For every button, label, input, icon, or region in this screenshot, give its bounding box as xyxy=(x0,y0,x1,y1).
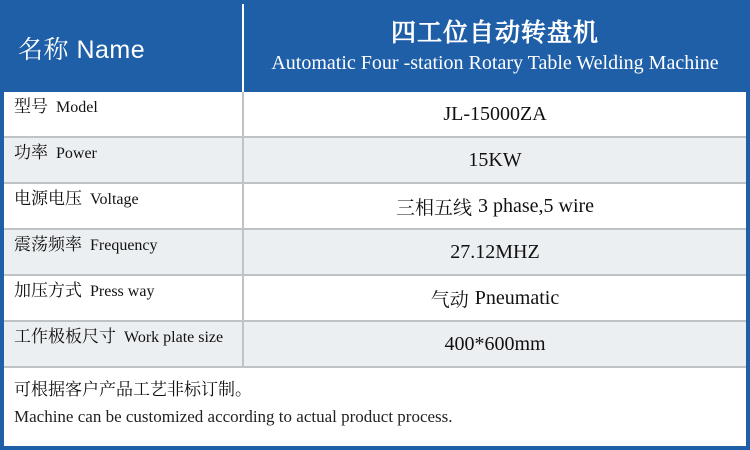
row-value-en: JL-15000ZA xyxy=(443,102,547,125)
row-label-cell xyxy=(4,138,244,182)
table-row xyxy=(4,230,746,276)
table-row xyxy=(4,184,746,230)
table-row xyxy=(4,276,746,322)
row-label-en: Press way xyxy=(90,283,155,300)
row-label-en: Power xyxy=(56,145,97,162)
product-title-cn: 四工位自动转盘机 xyxy=(390,19,599,48)
row-value-cn: 三相五线 xyxy=(395,197,472,219)
footer-note xyxy=(4,368,746,446)
row-label-cn: 加压方式 xyxy=(14,281,82,300)
product-title-en: Automatic Four -station Rotary Table Welding Machine xyxy=(271,51,719,74)
row-label-en: Model xyxy=(56,99,98,116)
table-row xyxy=(4,138,746,184)
table-row xyxy=(4,92,746,138)
row-value-en: 27.12MHZ xyxy=(450,240,540,263)
row-label-cell xyxy=(4,322,244,366)
table-row xyxy=(4,322,746,368)
row-label-cn: 电源电压 xyxy=(14,189,82,208)
row-label-en: Frequency xyxy=(90,237,158,254)
row-label-cn: 型号 xyxy=(14,97,48,116)
table-header xyxy=(4,4,746,92)
row-value-en: 400*600mm xyxy=(444,332,546,355)
row-label-cell xyxy=(4,230,244,274)
header-name-cell xyxy=(4,4,244,92)
spec-table xyxy=(4,4,746,446)
row-value-cn: 气动 xyxy=(430,289,469,311)
row-value-cell xyxy=(244,138,746,182)
row-label-cell xyxy=(4,184,244,228)
footer-note-en: Machine can be customized according to actual product process. xyxy=(14,407,453,427)
row-label-cn: 震荡频率 xyxy=(14,235,82,254)
row-value-en: 15KW xyxy=(468,148,522,171)
row-label-en: Voltage xyxy=(90,191,139,208)
row-label-cn: 功率 xyxy=(14,143,48,162)
header-title-cell xyxy=(244,4,746,92)
header-name-label: 名称 Name xyxy=(18,36,146,64)
row-label-en: Work plate size xyxy=(124,329,224,346)
row-value-cell xyxy=(244,92,746,136)
row-value-en: Pneumatic xyxy=(474,286,560,309)
row-label-cell xyxy=(4,92,244,136)
row-label-cell xyxy=(4,276,244,320)
row-value-cell xyxy=(244,322,746,366)
row-value-cell xyxy=(244,184,746,228)
row-label-cn: 工作极板尺寸 xyxy=(14,327,116,346)
row-value-cell xyxy=(244,230,746,274)
row-value-cell xyxy=(244,276,746,320)
footer-note-cn: 可根据客户产品工艺非标订制。 xyxy=(14,380,252,399)
row-value-en: 3 phase,5 wire xyxy=(477,194,595,217)
